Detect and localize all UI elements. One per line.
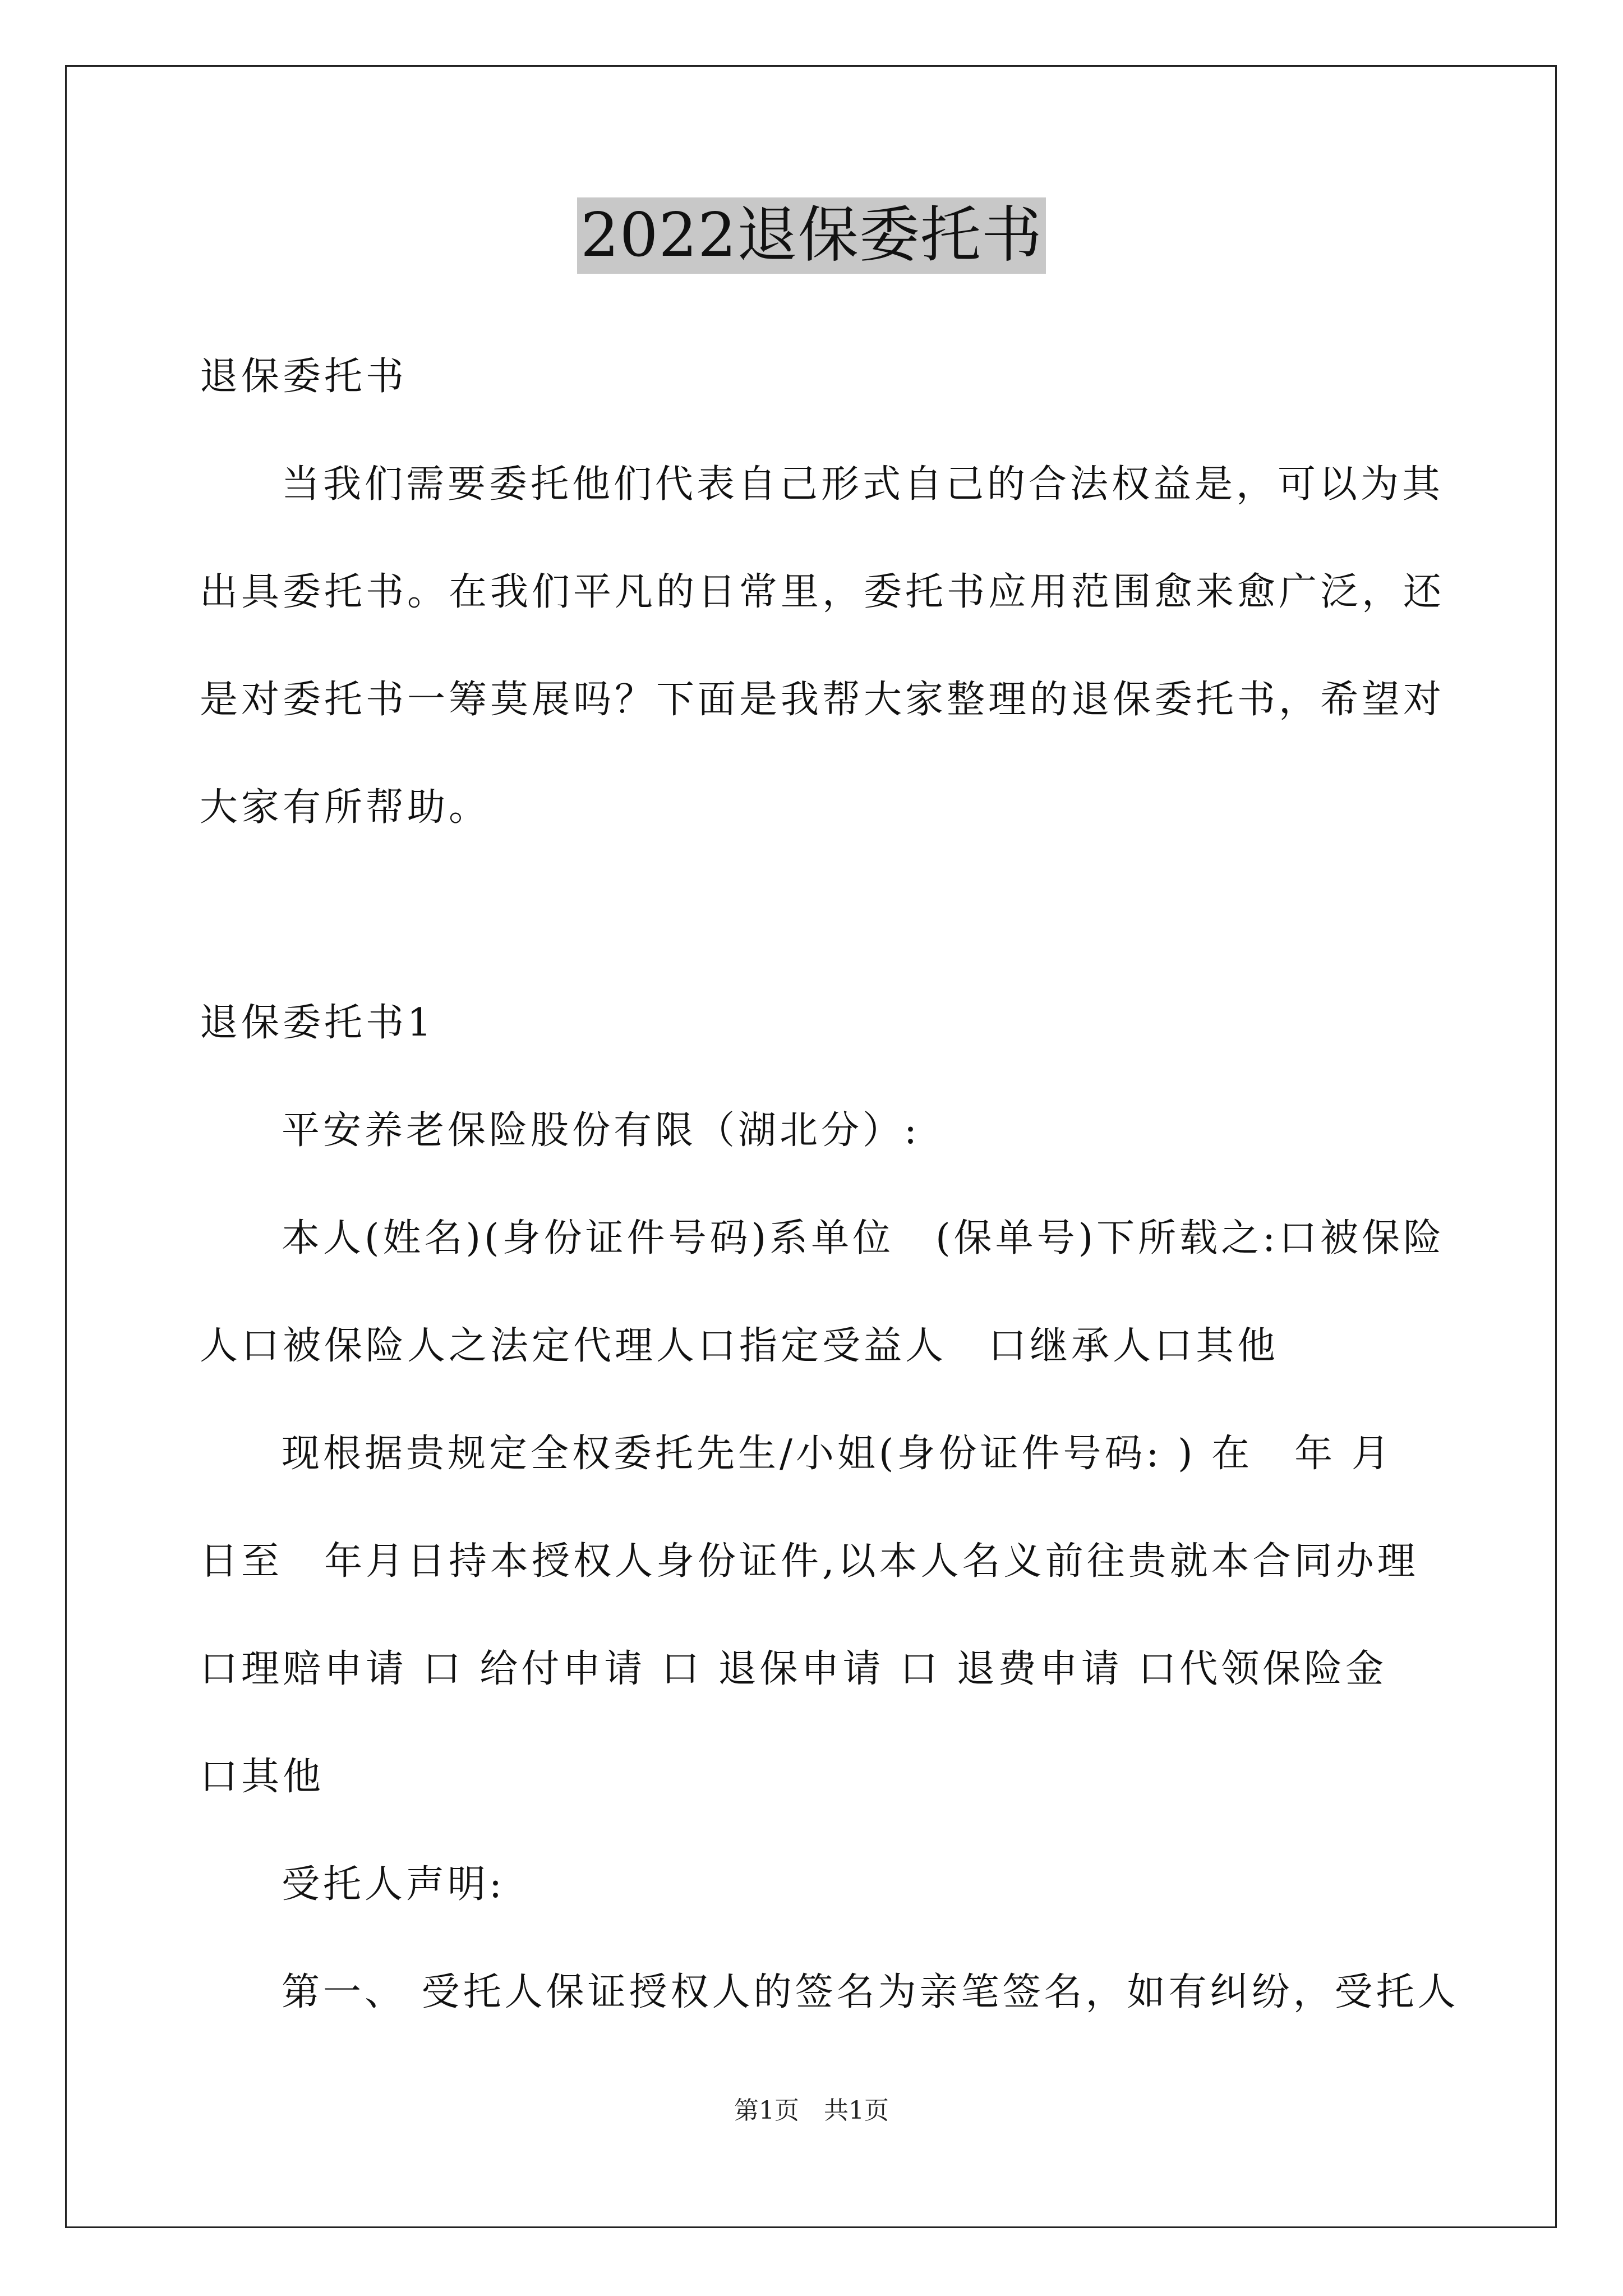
paragraph-line: 口其他 <box>200 1755 325 1799</box>
title-container <box>0 197 1623 274</box>
paragraph-line: 是对委托书一筹莫展吗？下面是我帮大家整理的退保委托书，希望对 <box>200 678 1445 722</box>
section-heading: 退保委托书 <box>200 355 408 399</box>
paragraph-line: 出具委托书。在我们平凡的日常里，委托书应用范围愈来愈广泛，还 <box>200 570 1445 614</box>
paragraph-line: 平安养老保险股份有限（湖北分）: <box>282 1108 920 1153</box>
paragraph-line: 日至 年月日持本授权人身份证件,以本人名义前往贵就本合同办理 <box>200 1539 1419 1584</box>
section-heading: 退保委托书1 <box>200 1001 435 1045</box>
paragraph-line: 当我们需要委托他们代表自己形式自己的合法权益是，可以为其 <box>282 462 1444 507</box>
document-title: 2022退保委托书 <box>577 197 1046 274</box>
paragraph-line: 口理赔申请 口 给付申请 口 退保申请 口 退费申请 口代领保险金 <box>200 1647 1387 1691</box>
paragraph-line: 第一、 受托人保证授权人的签名为亲笔签名，如有纠纷，受托人 <box>282 1970 1459 2014</box>
paragraph-line: 本人(姓名)(身份证件号码)系单位 (保单号)下所载之:口被保险 <box>282 1216 1445 1260</box>
page-number-footer: 第1页 共1页 <box>734 2096 889 2125</box>
paragraph-line: 现根据贵规定全权委托先生/小姐(身份证件号码: ) 在 年 月 <box>282 1432 1393 1476</box>
paragraph-line: 大家有所帮助。 <box>200 785 491 830</box>
paragraph-line: 人口被保险人之法定代理人口指定受益人 口继承人口其他 <box>200 1324 1279 1368</box>
paragraph-line: 受托人声明: <box>282 1862 505 1907</box>
